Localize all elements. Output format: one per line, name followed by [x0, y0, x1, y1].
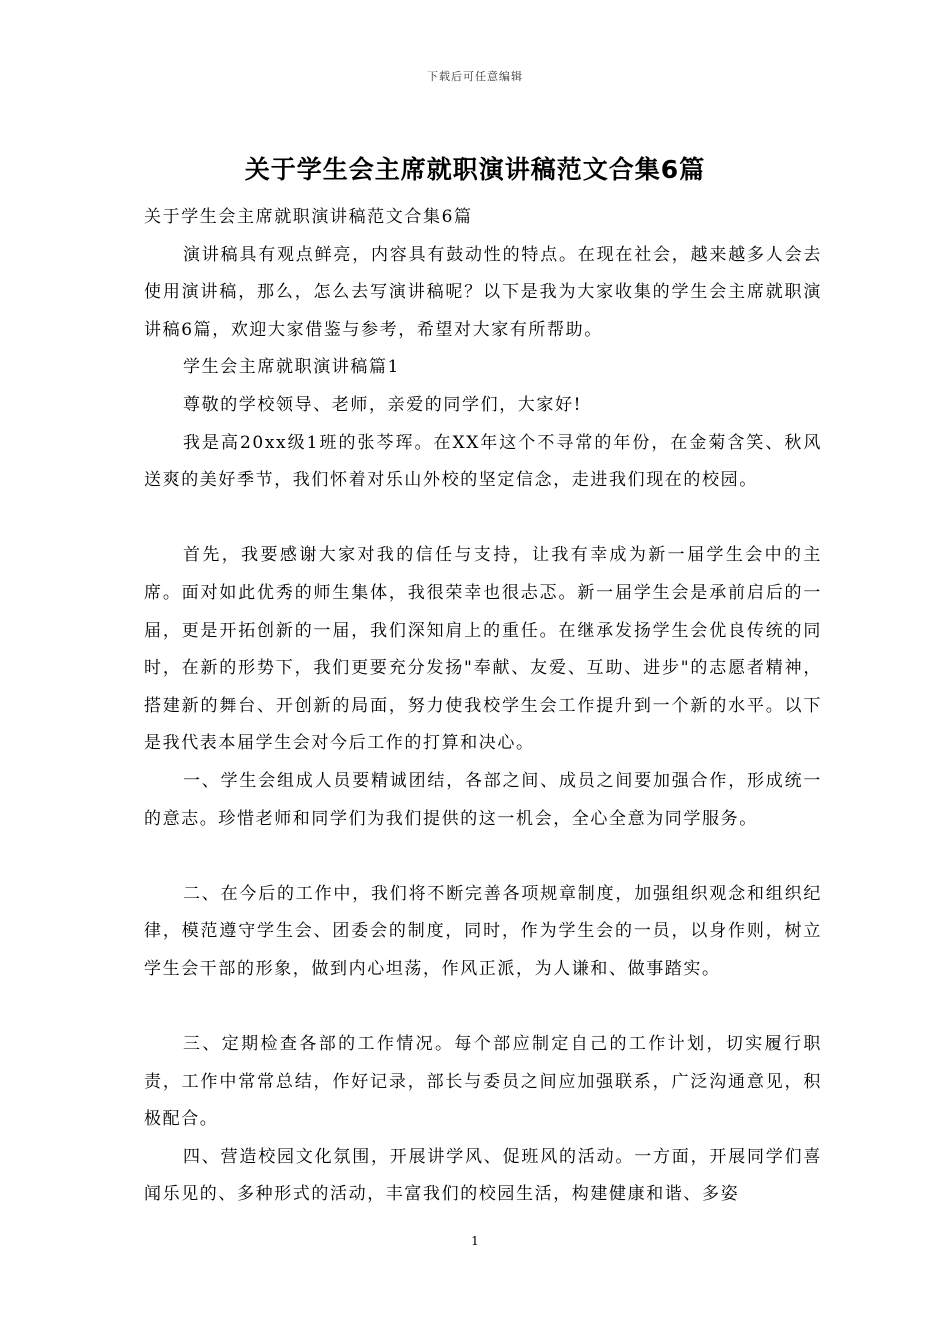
paragraph-point-2: 二、在今后的工作中，我们将不断完善各项规章制度，加强组织观念和组织纪律，模范遵守学生会、团委会的制度，同时，作为学生会的一员，以身作则，树立学生会干部的形象，做到内心坦荡，作风正派，为人谦和、做事踏实。 — [144, 883, 822, 979]
paragraph-point-3: 三、定期检查各部的工作情况。每个部应制定自己的工作计划，切实履行职责，工作中常常总结，作好记录，部长与委员之间应加强联系，广泛沟通意见，积极配合。 — [144, 1034, 822, 1130]
paragraph-point-1: 一、学生会组成人员要精诚团结，各部之间、成员之间要加强合作，形成统一的意志。珍惜老师和同学们为我们提供的这一机会，全心全意为同学服务。 — [144, 770, 822, 829]
document-body — [144, 199, 822, 1214]
subtitle-line: 关于学生会主席就职演讲稿范文合集6篇 — [144, 207, 473, 227]
paragraph-intro: 演讲稿具有观点鲜亮，内容具有鼓动性的特点。在现在社会，越来越多人会去使用演讲稿，那么，怎么去写演讲稿呢？以下是我为大家收集的学生会主席就职演讲稿6篇，欢迎大家借鉴与参考，希望对大家有所帮助。 — [144, 244, 822, 340]
page-number: 1 — [471, 1234, 479, 1248]
paragraph-thanks: 首先，我要感谢大家对我的信任与支持，让我有幸成为新一届学生会中的主席。面对如此优秀的师生集体，我很荣幸也很忐忑。新一届学生会是承前启后的一届，更是开拓创新的一届，我们深知肩上的重任。在继承发扬学生会优良传统的同时，在新的形势下，我们更要充分发扬"奉献、友爱、互助、进步"的志愿者精神，搭建新的舞台、开创新的局面，努力使我校学生会工作提升到一个新的水平。以下是我代表本届学生会对今后工作的打算和决心。 — [144, 545, 822, 754]
header-note: 下载后可任意编辑 — [427, 70, 523, 83]
document-title: 关于学生会主席就职演讲稿范文合集6篇 — [244, 155, 706, 184]
paragraph-self-intro: 我是高20xx级1班的张芩珲。在XX年这个不寻常的年份，在金菊含笑、秋风送爽的美好季节，我们怀着对乐山外校的坚定信念，走进我们现在的校园。 — [144, 432, 822, 491]
paragraph-greeting: 尊敬的学校领导、老师，亲爱的同学们，大家好! — [183, 394, 583, 415]
paragraph-point-4: 四、营造校园文化氛围，开展讲学风、促班风的活动。一方面，开展同学们喜闻乐见的、多种形式的活动，丰富我们的校园生活，构建健康和谐、多姿 — [144, 1146, 822, 1205]
section-heading: 学生会主席就职演讲稿篇1 — [183, 357, 401, 378]
